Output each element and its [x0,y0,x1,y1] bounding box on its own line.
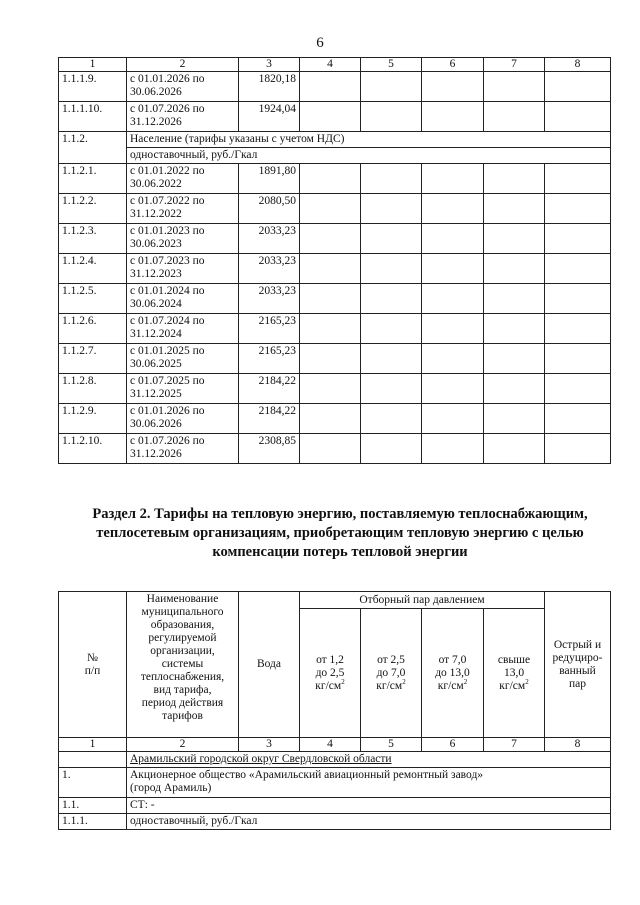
column-number: 7 [484,738,545,752]
empty-cell [545,374,611,404]
group-subtitle-row [59,148,611,164]
empty-cell [484,72,545,102]
column-number: 8 [545,738,611,752]
period-cell [127,254,239,284]
empty-cell [484,194,545,224]
column-number: 1 [59,738,127,752]
municipality-name: Арамильский городской округ Свердловской области [127,752,611,768]
organization-name-line: (город Арамиль) [130,782,212,794]
tariff-row [59,374,611,404]
column-number: 6 [422,738,484,752]
period-cell [127,434,239,464]
steam-line: от 2,5 [377,653,405,666]
period-cell [127,284,239,314]
header-number [59,592,127,738]
steam-unit: $кг/см^2$ [499,677,529,692]
tariff-row [59,224,611,254]
header-steam-1 [300,609,361,738]
period-cell [127,72,239,102]
municipality-row [59,752,611,768]
organization-row [59,768,611,798]
empty-cell [422,374,484,404]
period-end: 31.12.2026 [130,448,182,460]
empty-cell [422,404,484,434]
header-sharp-line: редуциро- [552,651,603,664]
period-start: с 01.07.2026 по [130,435,205,447]
tariff-type-label: одноставочный, руб./Гкал [127,814,611,830]
empty-cell [300,254,361,284]
column-number: 3 [239,58,300,72]
row-number: 1.1.2.1. [59,164,127,194]
empty-cell [300,404,361,434]
section-2-title [60,505,620,562]
row-number: 1.1.2.2. [59,194,127,224]
tariff-row [59,434,611,464]
row-number: 1.1.2. [59,132,127,164]
header-sharp-line: ванный [559,664,596,677]
water-tariff-value: 2308,85 [239,434,300,464]
header-sharp-line: Острый и [553,638,602,651]
row-number: 1.1.2.4. [59,254,127,284]
group-subtitle: одноставочный, руб./Гкал [127,148,611,164]
water-tariff-value: 2165,23 [239,314,300,344]
water-tariff-value: 2033,23 [239,224,300,254]
row-number: 1.1.1.10. [59,102,127,132]
empty-cell [484,434,545,464]
header-sharp-line: пар [568,677,586,690]
empty-cell [545,434,611,464]
column-number: 2 [127,58,239,72]
water-tariff-value: 2080,50 [239,194,300,224]
empty-cell [300,72,361,102]
row-number: 1. [59,768,127,798]
empty-cell [300,434,361,464]
empty-cell [361,434,422,464]
organization-name-line: Акционерное общество «Арамильский авиационный ремонтный завод» [130,769,484,781]
period-start: с 01.07.2022 по [130,195,205,207]
empty-cell [300,164,361,194]
period-start: с 01.07.2023 по [130,255,205,267]
empty-cell [300,194,361,224]
column-number: 5 [361,738,422,752]
header-name-line: регулируемой [148,632,217,644]
row-number: 1.1.2.9. [59,404,127,434]
header-steam-group: Отборный пар давлением [300,592,545,609]
header-row [59,592,611,609]
water-tariff-value: 1924,04 [239,102,300,132]
empty-cell [545,284,611,314]
empty-cell [361,344,422,374]
empty-cell [300,102,361,132]
row-number: 1.1.1. [59,814,127,830]
empty-cell [361,194,422,224]
steam-line: свыше [497,653,531,666]
row-number: 1.1.2.8. [59,374,127,404]
empty-cell [545,254,611,284]
empty-cell [484,344,545,374]
period-start: с 01.01.2025 по [130,345,205,357]
empty-cell [422,164,484,194]
period-cell [127,374,239,404]
period-end: 31.12.2025 [130,388,182,400]
organization-name [127,768,611,798]
header-name-line: Наименование [146,593,219,605]
row-number: 1.1. [59,798,127,814]
empty-cell [361,164,422,194]
header-water: Вода [239,592,300,738]
empty-cell [484,164,545,194]
column-number: 4 [300,738,361,752]
empty-cell [484,224,545,254]
header-name-line: муниципального [141,606,224,618]
empty-cell [422,254,484,284]
empty-cell [545,404,611,434]
empty-cell [361,404,422,434]
period-cell [127,224,239,254]
empty-cell [422,434,484,464]
period-end: 31.12.2026 [130,116,182,128]
header-name-line: организации, [150,645,215,657]
empty-cell [422,194,484,224]
period-start: с 01.01.2022 по [130,165,205,177]
water-tariff-value: 2165,23 [239,344,300,374]
column-number-row [59,58,611,72]
group-title: Население (тарифы указаны с учетом НДС) [127,132,611,148]
empty-cell [422,314,484,344]
empty-cell [422,284,484,314]
group-row [59,132,611,148]
tariff-row [59,344,611,374]
steam-line: от 7,0 [438,653,467,666]
empty-cell [300,224,361,254]
period-end: 30.06.2026 [130,86,182,98]
row-number: 1.1.2.6. [59,314,127,344]
system-label: СТ: - [127,798,611,814]
period-end: 30.06.2025 [130,358,182,370]
system-row [59,798,611,814]
empty-cell [422,102,484,132]
header-steam-2 [361,609,422,738]
empty-cell [422,344,484,374]
header-name-line: период действия [141,697,224,709]
empty-cell [361,102,422,132]
period-end: 31.12.2022 [130,208,182,220]
column-number: 5 [361,58,422,72]
empty-cell [484,102,545,132]
steam-unit: $кг/см^2$ [315,677,345,692]
column-number: 4 [300,58,361,72]
header-number-line: п/п [84,664,101,677]
section-title-line: Раздел 2. Тарифы на тепловую энергию, поставляемую теплоснабжающим, [92,506,588,522]
empty-cell [545,164,611,194]
water-tariff-value: 2184,22 [239,404,300,434]
empty-cell [300,374,361,404]
empty-cell [545,194,611,224]
steam-line: до 7,0 [376,666,406,679]
empty-cell [545,72,611,102]
header-sharp-steam [545,592,611,738]
empty-cell [484,314,545,344]
empty-cell [300,314,361,344]
tariff-table-continuation [58,57,611,464]
empty-cell [484,254,545,284]
column-number: 3 [239,738,300,752]
section-2-tariff-table [58,591,611,830]
empty-cell [361,72,422,102]
column-number: 6 [422,58,484,72]
row-number: 1.1.2.5. [59,284,127,314]
period-cell [127,314,239,344]
steam-line: 13,0 [503,666,525,679]
header-name-line: вид тарифа, [153,684,212,696]
empty-cell [361,374,422,404]
empty-cell [361,224,422,254]
empty-cell [545,224,611,254]
period-end: 30.06.2024 [130,298,182,310]
steam-line: от 1,2 [316,653,344,666]
tariff-type-row [59,814,611,830]
period-start: с 01.07.2024 по [130,315,205,327]
section-title-line: теплосетевым организациям, приобретающим тепловую энергию с целью [96,525,584,541]
period-end: 30.06.2026 [130,418,182,430]
period-start: с 01.01.2026 по [130,405,205,417]
empty-cell [300,284,361,314]
period-start: с 01.01.2026 по [130,73,205,85]
empty-cell [422,72,484,102]
tariff-row [59,314,611,344]
tariff-row [59,194,611,224]
header-name-line: системы [161,658,204,670]
period-start: с 01.01.2024 по [130,285,205,297]
row-number: 1.1.2.3. [59,224,127,254]
period-cell [127,344,239,374]
steam-line: до 13,0 [435,666,470,679]
empty-cell [545,344,611,374]
header-name [127,592,239,738]
period-start: с 01.07.2025 по [130,375,205,387]
column-number: 7 [484,58,545,72]
column-number: 1 [59,58,127,72]
header-name-line: образования, [150,619,215,631]
tariff-row [59,102,611,132]
empty-cell [361,284,422,314]
column-number-row [59,738,611,752]
empty-cell [484,284,545,314]
header-steam-3 [422,609,484,738]
header-name-line: теплоснабжения, [140,671,225,683]
period-end: 31.12.2024 [130,328,182,340]
period-end: 30.06.2022 [130,178,182,190]
period-cell [127,194,239,224]
header-name-line: тарифов [162,710,203,722]
period-cell [127,404,239,434]
section-title-line: компенсации потерь тепловой энергии [212,544,468,560]
tariff-row [59,254,611,284]
header-steam-4 [484,609,545,738]
row-number: 1.1.1.9. [59,72,127,102]
water-tariff-value: 2184,22 [239,374,300,404]
row-number: 1.1.2.7. [59,344,127,374]
period-cell [127,102,239,132]
tariff-row [59,72,611,102]
empty-cell [484,374,545,404]
header-number-line: № [87,651,98,664]
tariff-row [59,284,611,314]
steam-unit: $кг/см^2$ [437,677,468,692]
steam-unit: $кг/см^2$ [376,677,406,692]
steam-line: до 2,5 [315,666,345,679]
empty-cell [484,404,545,434]
tariff-row [59,164,611,194]
row-number: 1.1.2.10. [59,434,127,464]
empty-cell [422,224,484,254]
empty-cell [59,752,127,768]
water-tariff-value: 2033,23 [239,254,300,284]
period-end: 30.06.2023 [130,238,182,250]
column-number: 8 [545,58,611,72]
empty-cell [545,314,611,344]
empty-cell [361,254,422,284]
tariff-row [59,404,611,434]
empty-cell [300,344,361,374]
period-start: с 01.07.2026 по [130,103,205,115]
period-end: 31.12.2023 [130,268,182,280]
empty-cell [361,314,422,344]
period-start: с 01.01.2023 по [130,225,205,237]
column-number: 2 [127,738,239,752]
water-tariff-value: 1891,80 [239,164,300,194]
empty-cell [545,102,611,132]
page-number: 6 [316,35,324,51]
period-cell [127,164,239,194]
water-tariff-value: 1820,18 [239,72,300,102]
water-tariff-value: 2033,23 [239,284,300,314]
